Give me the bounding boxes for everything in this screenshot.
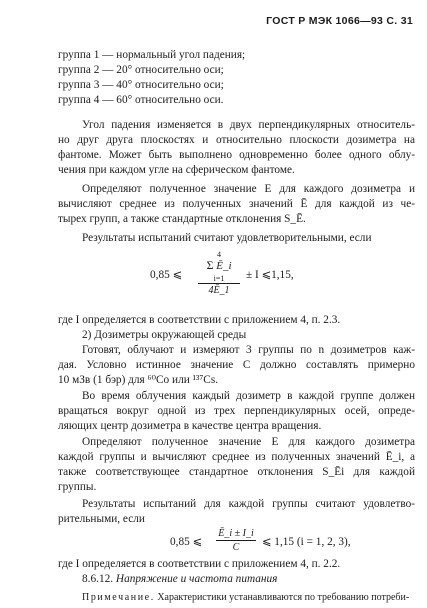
- paragraph-line: но друг друга плоскостях и относительно плоскости дозиметра на: [58, 134, 415, 146]
- group-item-1: группа 1 — нормальный угол падения;: [58, 49, 246, 61]
- paragraph-line: вычисляют среднее из полученных значений Ē для каждой из че-: [58, 198, 415, 210]
- sum-lower-limit: i=1: [198, 274, 240, 284]
- group-item-3: группа 3 — 40° относительно оси;: [58, 79, 224, 91]
- formula-1: [150, 250, 370, 310]
- paragraph-line: Во время облучения каждый дозиметр в каждой группе должен: [82, 390, 415, 402]
- paragraph-line: дая. Условно истинное значение C должно составлять примерно: [58, 359, 415, 371]
- formula-2-right: ⩽ 1,15 (i = 1, 2, 3),: [262, 536, 351, 548]
- list-item-heading: 2) Дозиметры окружающей среды: [82, 329, 247, 341]
- section-number: 8.6.12.: [82, 573, 114, 585]
- paragraph-line: где I определяется в соответствии с приложением 4, п. 2.2.: [58, 558, 341, 570]
- note: [82, 590, 409, 605]
- paragraph-line: вращаться вокруг одной из трех перпендикулярных осей, опреде-: [58, 405, 415, 417]
- formula-1-right: ± I ⩽1,15,: [246, 269, 294, 281]
- formula-2: [170, 527, 400, 557]
- paragraph-line: Определяют полученное значение E для каждого дозиметра: [82, 436, 415, 448]
- paragraph-line: Готовят, облучают и измеряют 3 группы по n дозиметров каж-: [82, 344, 415, 356]
- paragraph-line: Результаты испытаний считают удовлетворительными, если: [82, 232, 372, 244]
- paragraph-line: ляющих центр дозиметра в качестве центра вращения.: [58, 420, 322, 432]
- paragraph-line: Определяют полученное значение E для каждого дозиметра и: [82, 183, 415, 195]
- note-text: Характеристики устанавливаются по требованию потреби-: [157, 592, 410, 603]
- section-heading-8-6-12: [82, 572, 277, 587]
- formula-1-numerator: Ē_i: [216, 260, 232, 272]
- paragraph-line: каждой группы и вычисляют среднее из полученных значений Ē_i, а: [58, 451, 415, 463]
- formula-2-numerator: Ē_i ± I_i: [216, 527, 256, 541]
- sum-upper-limit: 4: [217, 250, 221, 259]
- paragraph-line: чения при каждом угле на сферическом фантоме.: [58, 164, 295, 176]
- group-item-4: группа 4 — 60° относительно оси.: [58, 94, 224, 106]
- formula-2-left: 0,85 ⩽: [170, 536, 203, 548]
- page-header: ГОСТ Р МЭК 1066—93 С. 31: [266, 15, 413, 27]
- section-title: Напряжение и частота питания: [115, 573, 278, 585]
- paragraph-line: 10 мЗв (1 бэр) для ⁶⁰Co или ¹³⁷Cs.: [58, 374, 219, 386]
- sum-symbol: Σ: [206, 258, 214, 272]
- note-label: Примечание.: [82, 592, 155, 603]
- paragraph-line: Угол падения изменяется в двух перпендикулярных относитель-: [82, 119, 415, 131]
- paragraph-line: где I определяется в соответствии с приложением 4, п. 2.3.: [58, 314, 341, 326]
- paragraph-line: также соответствующее стандартное отклонения S_Ēi для каждой: [58, 466, 415, 478]
- paragraph-line: тырех групп, а также стандартные отклонения S_Ē.: [58, 213, 306, 225]
- formula-1-denominator: 4Ē_1: [208, 285, 230, 297]
- formula-1-left: 0,85 ⩽: [150, 269, 183, 281]
- paragraph-line: группы.: [58, 481, 97, 493]
- group-item-2: группа 2 — 20° относительно оси;: [58, 64, 224, 76]
- paragraph-line: рительными, если: [58, 513, 145, 525]
- paragraph-line: фантоме. Может быть выполнено одновременно более одного облу-: [58, 149, 415, 161]
- formula-2-denominator: C: [232, 542, 240, 553]
- paragraph-line: Результаты испытаний для каждой группы считают удовлетво-: [82, 498, 415, 510]
